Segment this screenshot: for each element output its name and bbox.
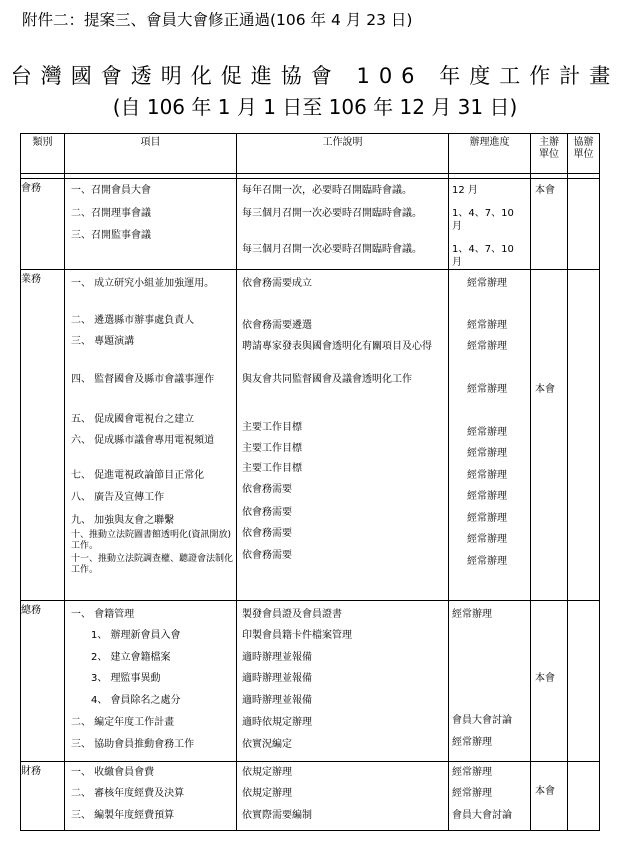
section-items: [65, 179, 237, 270]
section-host: [531, 601, 568, 762]
description-text: 主要工作目標: [242, 463, 302, 474]
section-category: 財務: [21, 762, 65, 831]
item-text: 三、 協助會員推動會務工作: [71, 739, 195, 750]
item-text: 1、 辦理新會員入會: [91, 630, 181, 641]
description-text: 依會務需要: [242, 528, 292, 539]
item-text: 一、 成立研究小組並加強運用。: [71, 278, 215, 289]
description-text: 依規定辦理: [242, 767, 292, 778]
item-text: 十、推動立法院圖書館透明化(資訊開放)工作。: [71, 530, 232, 551]
section-row-general: [21, 601, 600, 762]
description-text: 依會務需要: [242, 550, 292, 561]
section-co: [568, 762, 600, 831]
section-co: [568, 270, 600, 601]
progress-text: 12 月: [452, 185, 478, 196]
header-item: 項目: [65, 134, 237, 174]
description-text: 依規定辦理: [242, 788, 292, 799]
description-text: 適時辦理並報備: [242, 673, 312, 684]
section-row-business: [21, 270, 600, 601]
progress-text: 經常辦理: [467, 427, 507, 438]
progress-text: 經常辦理: [467, 470, 507, 481]
progress-text: 經常辦理: [467, 278, 507, 289]
item-text: 二、 編定年度工作計畫: [71, 717, 175, 728]
section-progress: [449, 179, 531, 270]
description-text: 依會務需要成立: [242, 278, 312, 289]
section-row-finance: [21, 762, 600, 831]
header-category: 類別: [21, 134, 65, 174]
section-co: [568, 601, 600, 762]
item-text: 九、 加強與友會之聯繫: [71, 515, 175, 526]
section-items: [65, 270, 237, 601]
section-descriptions: [237, 762, 449, 831]
section-host: [531, 179, 568, 270]
header-progress: 辦理進度: [449, 134, 531, 174]
item-text: 二、召開理事會議: [71, 208, 151, 219]
progress-text: 經常辦理: [467, 556, 507, 567]
description-text: 適時依規定辦理: [242, 717, 312, 728]
section-progress: [449, 762, 531, 831]
progress-text: 會員大會討論: [452, 810, 512, 821]
progress-text: 經常辦理: [452, 609, 492, 620]
description-text: 與友會共同監督國會及議會透明化工作: [242, 374, 412, 385]
section-descriptions: [237, 601, 449, 762]
document-period: (自 106 年 1 月 1 日至 106 年 12 月 31 日): [112, 95, 518, 119]
host-unit: 本會: [535, 185, 555, 196]
header-description: 工作說明: [237, 134, 449, 174]
section-co: [568, 179, 600, 270]
item-text: 五、 促成國會電視台之建立: [71, 414, 195, 425]
section-row-admin: [21, 179, 600, 270]
item-text: 八、 廣告及宣傳工作: [71, 492, 165, 503]
header-co: 協辦 單位: [568, 134, 600, 174]
progress-text: 經常辦理: [467, 448, 507, 459]
progress-text: 經常辦理: [467, 534, 507, 545]
item-text: 三、 專題演講: [71, 336, 135, 347]
section-category: 總務: [21, 601, 65, 762]
item-text: 一、召開會員大會: [71, 185, 151, 196]
progress-text: 經常辦理: [467, 491, 507, 502]
section-progress: [449, 601, 531, 762]
item-text: 三、 編製年度經費預算: [71, 810, 175, 821]
description-text: 適時辦理並報備: [242, 695, 312, 706]
progress-text: 1、4、7、10 月: [452, 244, 514, 268]
item-text: 一、 會籍管理: [71, 609, 135, 620]
progress-text: 經常辦理: [467, 513, 507, 524]
description-text: 依會務需要: [242, 507, 292, 518]
description-text: 依實況編定: [242, 739, 292, 750]
description-text: 依會務需要遴選: [242, 320, 312, 331]
item-text: 七、 促進電視政論節目正常化: [71, 470, 205, 481]
section-host: [531, 762, 568, 831]
progress-text: 1、4、7、10 月: [452, 208, 514, 232]
item-text: 二、 遴選縣市辦事處負責人: [71, 315, 195, 326]
progress-text: 經常辦理: [467, 320, 507, 331]
item-text: 三、召開監事會議: [71, 230, 151, 241]
header-host: 主辦 單位: [531, 134, 568, 174]
section-category: 會務: [21, 179, 65, 270]
description-text: 適時辦理並報備: [242, 652, 312, 663]
item-text: 2、 建立會籍檔案: [91, 652, 171, 663]
description-text: 印製會員籍卡件檔案管理: [242, 630, 352, 641]
progress-text: 會員大會討論: [452, 715, 512, 726]
item-text: 一、 收繳會員會費: [71, 767, 155, 778]
section-progress: [449, 270, 531, 601]
table-header-row: [21, 134, 600, 174]
progress-text: 經常辦理: [452, 788, 492, 799]
description-text: 每三個月召開一次必要時召開臨時會議。: [242, 208, 422, 219]
description-text: 每三個月召開一次必要時召開臨時會議。: [242, 244, 422, 255]
description-text: 聘請專家發表與國會透明化有關項目及心得: [242, 341, 432, 352]
item-text: 3、 理監事異動: [91, 673, 161, 684]
document-title: 台灣國會透明化促進協會 106 年度工作計畫: [10, 64, 620, 88]
host-unit: 本會: [535, 786, 555, 797]
section-descriptions: [237, 179, 449, 270]
description-text: 主要工作目標: [242, 422, 302, 433]
description-text: 每年召開一次，必要時召開臨時會議。: [242, 185, 412, 196]
description-text: 主要工作目標: [242, 443, 302, 454]
progress-text: 經常辦理: [452, 737, 492, 748]
work-plan-table: [20, 133, 600, 831]
host-unit: 本會: [535, 384, 555, 395]
section-descriptions: [237, 270, 449, 601]
description-text: 製發會員證及會員證書: [242, 609, 342, 620]
description-text: 依實際需要編制: [242, 810, 312, 821]
progress-text: 經常辦理: [467, 384, 507, 395]
item-text: 六、 促成縣市議會專用電視頻道: [71, 435, 215, 446]
item-text: 二、 審核年度經費及決算: [71, 788, 185, 799]
host-unit: 本會: [535, 673, 555, 684]
progress-text: 經常辦理: [452, 767, 492, 778]
section-category: 業務: [21, 270, 65, 601]
progress-text: 經常辦理: [467, 341, 507, 352]
description-text: 依會務需要: [242, 484, 292, 495]
attachment-note: 附件二：提案三、會員大會修正通過(106 年 4 月 23 日): [22, 11, 413, 29]
item-text: 4、 會員除名之處分: [91, 695, 181, 706]
section-items: [65, 601, 237, 762]
item-text: 四、 監督國會及縣市會議事運作: [71, 374, 215, 385]
section-items: [65, 762, 237, 831]
item-text: 十一、推動立法院調查權、聽證會法制化工作。: [71, 554, 234, 575]
section-host: [531, 270, 568, 601]
